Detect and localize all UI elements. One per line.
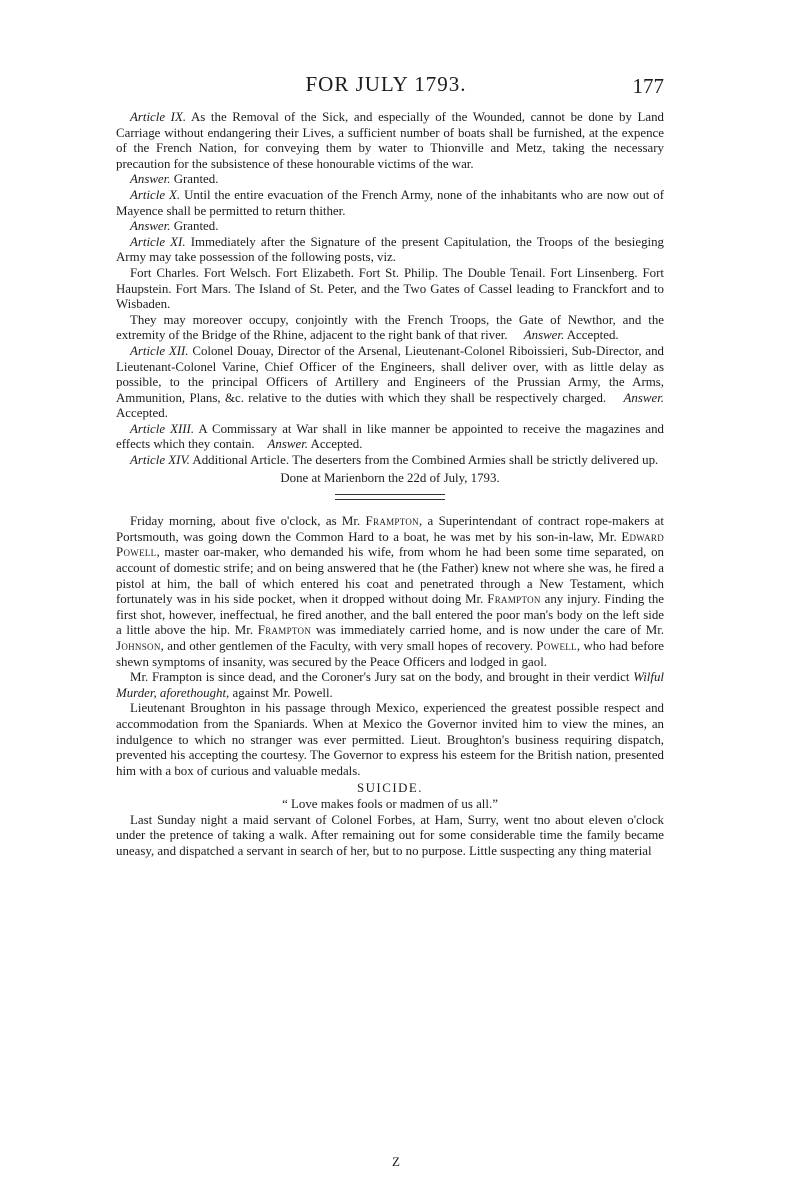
article-text: As the Removal of the Sick, and especially of the Wounded, cannot be done by Land Carriage without endangering their Lives, a sufficient number of boats shall be furnished, at the expence of the French Nation, for conveying them by water to Thionville and Metz, taking the necessary precaution for the subsistence of these honourable victims of the war. (116, 110, 664, 171)
text-run: , and other gentlemen of the Faculty, with very small hopes of recovery. (160, 639, 533, 653)
article-text: They may moreover occupy, conjointly with the French Troops, the Gate of Newthor, and the extremity of the Bridge of the Rhine, adjacent to the right bank of that river. (116, 312, 664, 343)
article-11-posts: Fort Charles. Fort Welsch. Fort Elizabeth. Fort St. Philip. The Double Tenail. Fort Linsenberg. Fort Haupstein. Fort Mars. The Island of St. Peter, and the Two Gates of Cassel leading to Franckfort and to Wisbaden. (116, 265, 664, 312)
answer-label: Answer. (130, 172, 171, 187)
answer-text: Accepted. (116, 406, 168, 421)
dateline: Done at Marienborn the 22d of July, 1793. (280, 470, 500, 485)
article-label: Article XII. (130, 343, 189, 358)
answer-label: Answer. (267, 437, 309, 452)
answer-label: Answer. (130, 219, 171, 234)
article-text: Until the entire evacuation of the French Army, none of the inhabitants who are now out of Mayence shall be permitted to return thither. (116, 187, 665, 218)
answer-text: Granted. (173, 172, 219, 187)
article-text: Additional Article. The deserters from the Combined Armies shall be strictly delivered up. (192, 453, 659, 468)
motto: “ Love makes fools or madmen of us all.” (282, 796, 498, 811)
answer-text: Granted. (173, 219, 219, 234)
article-13 (116, 422, 664, 453)
person-name: Johnson (116, 639, 161, 653)
section-divider (335, 494, 445, 500)
person-name: Frampton (257, 623, 312, 638)
person-name: Edward Powell (116, 529, 665, 560)
article-text: Colonel Douay, Director of the Arsenal, Lieutenant-Colonel Riboissieri, Sub-Director, and Lieutenant-Colonel Varine, Chief Officer of the Engineers, shall deliver over, with as little delay as possible, to the principal Officers of Artillery and Engineers of the Prussian Army, the Arms, Ammunition, Plans, &c. relative to the duties with which they shall be respectively charged. (116, 343, 664, 405)
article-9 (116, 110, 664, 172)
frampton-verdict-paragraph (116, 670, 664, 701)
article-label: Article XIII. (130, 421, 195, 436)
article-10 (116, 188, 664, 219)
suicide-paragraph: Last Sunday night a maid servant of Colonel Forbes, at Ham, Surry, went tno about eleven o'clock under the pretence of taking a walk. After remaining out for some considerable time the family became uneasy, and dispatched a servant in search of her, but to no purpose. Little suspecting any thing material (116, 812, 664, 858)
verdict: Wilful Murder, aforethought, (116, 670, 664, 700)
text-run: Friday morning, about five o'clock, as Mr. (130, 514, 361, 529)
text-run: , master oar-maker, who demanded his wife, from whom he had been some time separated, on account of domestic strife; and on being answered that he (the Father) knew not where she was, he fired a pistol at him, the ball of which entered his coat and penetrated through a New Testament, which fortunately was in his side pocket, when it dropped without doing Mr. (116, 545, 664, 607)
article-12 (116, 344, 664, 422)
answer-text: Accepted. (310, 437, 363, 452)
broughton-paragraph: Lieutenant Broughton in his passage through Mexico, experienced the greatest possible respect and accommodation from the Spaniards. When at Mexico the Governor invited him to view the mines, an indulgence to which no stranger was ever permitted. Lieut. Broughton's business requiring dispatch, prevented his accepting the courtesy. The Governor to express his esteem for the British nation, presented him with a box of curious and valuable medals. (116, 701, 664, 778)
article-14 (116, 453, 664, 469)
text-run: Mr. Frampton is since dead, and the Coroner's Jury sat on the body, and brought in their verdict (130, 670, 630, 685)
body-text (116, 110, 664, 859)
article-text: A Commissary at War shall in like manner be appointed to receive the magazines and effects which they contain. (116, 421, 664, 452)
text-run: , a Superintendant of contract rope-makers at Portsmouth, was going down the Common Hard to a boat, he was met by his son-in-law, Mr. (116, 514, 664, 544)
article-label: Article IX. (130, 110, 187, 124)
running-head: FOR JULY 1793. (305, 72, 467, 96)
answer-label: Answer. (523, 328, 565, 343)
signature-mark: Z (392, 1154, 400, 1169)
text-run: , who had before shewn symptoms of insanity, was secured by the Peace Officers and lodged in gaol. (116, 639, 664, 669)
article-text: Immediately after the Signature of the present Capitulation, the Troops of the besieging Army may take possession of the following posts, viz. (116, 234, 664, 265)
text-run: was immediately carried home, and is now under the care of Mr. (315, 623, 665, 638)
frampton-paragraph (116, 514, 664, 670)
page-header (116, 72, 664, 102)
text-run: against Mr. Powell. (232, 685, 333, 700)
article-label: Article XI. (130, 234, 186, 249)
article-10-answer (116, 219, 664, 235)
section-heading: SUICIDE. (356, 781, 424, 796)
person-name: Powell (536, 639, 577, 653)
text-run: any injury. Finding the first shot, however, ineffectual, he fired another, and the ball entered the poor man's body on the left side a little above the hip. Mr. (116, 592, 664, 638)
page-number: 177 (632, 74, 664, 98)
article-11-more (116, 313, 664, 344)
person-name: Frampton (487, 592, 541, 607)
article-label: Article XIV. (130, 453, 190, 468)
answer-label: Answer. (623, 390, 665, 405)
article-label: Article X. (130, 187, 181, 202)
answer-text: Accepted. (566, 328, 619, 343)
person-name: Frampton (365, 514, 419, 529)
article-9-answer (116, 172, 664, 188)
article-11 (116, 235, 664, 266)
